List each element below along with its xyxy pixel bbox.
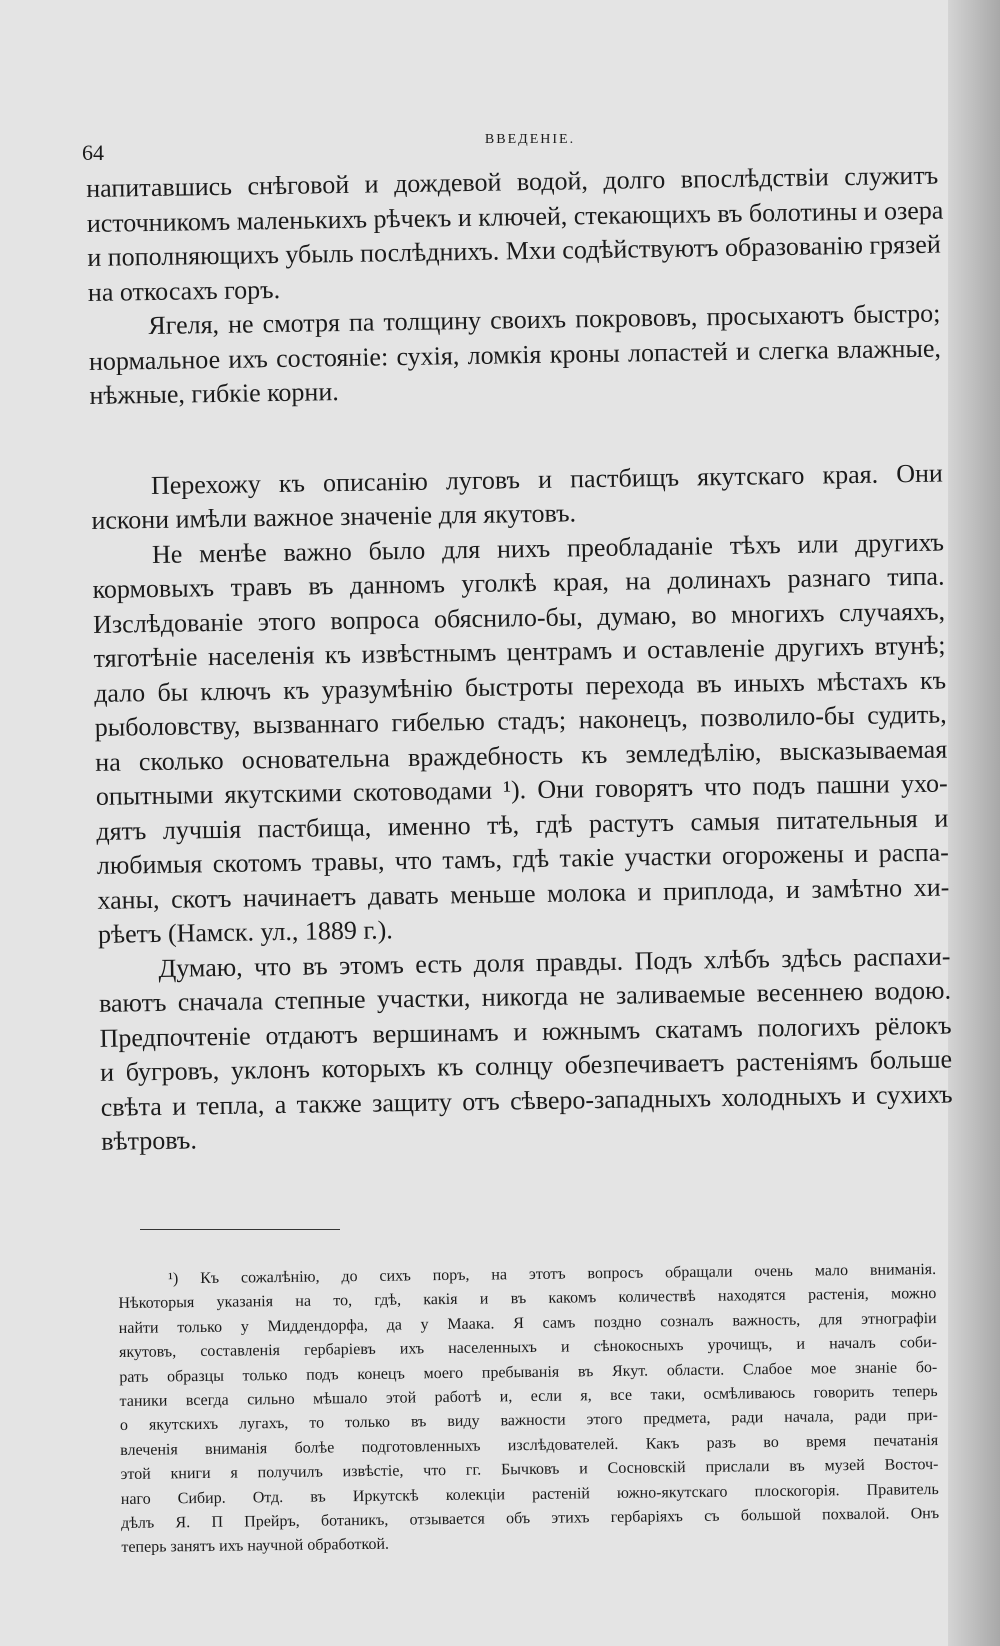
page-number: 64: [82, 140, 104, 165]
text-line: источникомъ маленькихъ рѣчекъ и ключей, стекающихъ въ болотины и озера: [86, 195, 944, 238]
footnote-line: якутовъ, составленія гербаріевъ ихъ населенныхъ и сѣнокосныхъ урочищъ, и началъ соби-: [118, 1334, 938, 1362]
footnote-divider: [140, 1229, 340, 1230]
footnote-line: наго Сибир. Отд. въ Иркутскѣ колекціи растеній южно-якутскаго плоскогорія. Правитель: [120, 1480, 939, 1508]
text-line: нормальное ихъ состояніе: сухія, ломкія кроны лопастей и слегка влажные,: [88, 333, 942, 376]
text-line: Перехожу къ описанію луговъ и пастбищъ якутскаго края. Они: [150, 458, 944, 500]
text-line: опытными якутскими скотоводами ¹). Они говорятъ что подъ пашни ухо-: [95, 768, 948, 811]
text-line: на сколько основательна враждебность къ земледѣлію, высказываемая: [95, 734, 948, 777]
text-line: Изслѣдованіе этого вопроса обяснило-бы, думаю, во многихъ случаяхъ,: [92, 596, 946, 639]
text-line: и бугровъ, уклонъ которыхъ къ солнцу обезпечиваетъ растеніямъ больше: [99, 1044, 953, 1087]
text-line: нѣжные, гибкіе корни.: [89, 377, 339, 410]
footnote-line: найти только у Миддендорфа, да у Маака. Я самъ поздно созналъ важность, для этнографіи: [118, 1309, 937, 1337]
footnote-line: этой книги я получилъ извѣстіе, что гг. Бычковъ и Сосновскій прислали въ музей Восточ-: [120, 1456, 939, 1484]
text-line: ханы, скотъ начинаетъ давать меньше молока и приплода, и замѣтно хи-: [97, 872, 950, 915]
footnote-line: дѣлъ Я. П Прейръ, ботаникъ, отзывается объ этихъ гербаріяхъ съ большой похвалой. Онъ: [121, 1504, 940, 1532]
text-line: ваютъ сначала степные участки, никогда не заливаемые весеннею водою.: [98, 975, 952, 1018]
text-line: Ягеля, не смотря па толщину своихъ покрововъ, просыхаютъ быстро;: [148, 298, 941, 341]
text-line: Предпочтеніе отдаютъ вершинамъ и южнымъ скатамъ пологихъ рёлокъ: [99, 1010, 952, 1053]
footnote-line: о якутскихъ лугахъ, то только въ виду важности этого предмета, ради начала, ради при-: [119, 1407, 938, 1435]
footnote-line: таники всегда сильно мѣшало этой работѣ и, если я, все таки, осмѣливаюсь говорить теперь: [119, 1382, 938, 1410]
text-line: рѣетъ (Намск. ул., 1889 г.).: [97, 915, 393, 949]
text-line: искони имѣли важное значеніе для якутовъ.: [91, 498, 577, 535]
text-line: кормовыхъ травъ въ данномъ уголкѣ края, на долинахъ разнаго типа.: [92, 561, 945, 604]
footnote: [118, 1258, 940, 1561]
footnote-line: влеченія вниманія болѣе подготовленныхъ изслѣдователей. Какъ разъ во время печатанія: [120, 1431, 939, 1459]
text-line: любимыя скотомъ травы, что тамъ, гдѣ такіе участки огорожены и распа-: [96, 837, 950, 880]
running-title: ВВЕДЕНІЕ.: [484, 132, 576, 147]
text-line: дятъ лучшія пастбища, именно тѣ, гдѣ растутъ самыя питательныя и: [96, 803, 949, 846]
text-line: напитавшись снѣговой и дождевой водой, долго впослѣдствіи служитъ: [86, 160, 939, 203]
text-line: Не менѣе важно было для нихъ преобладаніе тѣхъ или другихъ: [151, 527, 945, 569]
page-edge-shadow: [948, 0, 1000, 1646]
text-line: на откосахъ горъ.: [87, 274, 281, 307]
text-line: рыболовству, вызваннаго гибелью стадъ; наконецъ, позволило-бы судить,: [94, 699, 947, 742]
footnote-line: теперь занятъ ихъ научной обработкой.: [121, 1536, 390, 1557]
text-line: Думаю, что въ этомъ есть доля правды. Подъ хлѣбъ здѣсь распахи-: [158, 941, 951, 983]
footnote-line: рать образцы только подъ конецъ моего пребыванія въ Якут. области. Слабое мое знаніе бо-: [119, 1358, 938, 1386]
text-line: и пополняющихъ убыль послѣднихъ. Мхи содѣйствуютъ образованію грязей: [87, 229, 941, 272]
main-text: [86, 159, 953, 1160]
text-line: дало бы ключъ къ уразумѣнію быстроты перехода въ иныхъ мѣстахъ къ: [93, 665, 947, 708]
footnote-line: ¹) Къ сожалѣнію, до сихъ поръ, на этотъ вопросъ обращали очень мало вниманія.: [168, 1261, 937, 1288]
footnote-line: Нѣкоторыя указанія на то, гдѣ, какія и въ какомъ количествѣ находятся растенія, можно: [118, 1285, 937, 1313]
text-line: тяготѣніе населенія къ извѣстнымъ центрамъ и оставленіе другихъ втунѣ;: [93, 630, 946, 673]
text-line: свѣта и тепла, а также защиту отъ сѣверо-западныхъ холодныхъ и сухихъ: [100, 1079, 953, 1122]
text-line: вѣтровъ.: [101, 1125, 198, 1156]
